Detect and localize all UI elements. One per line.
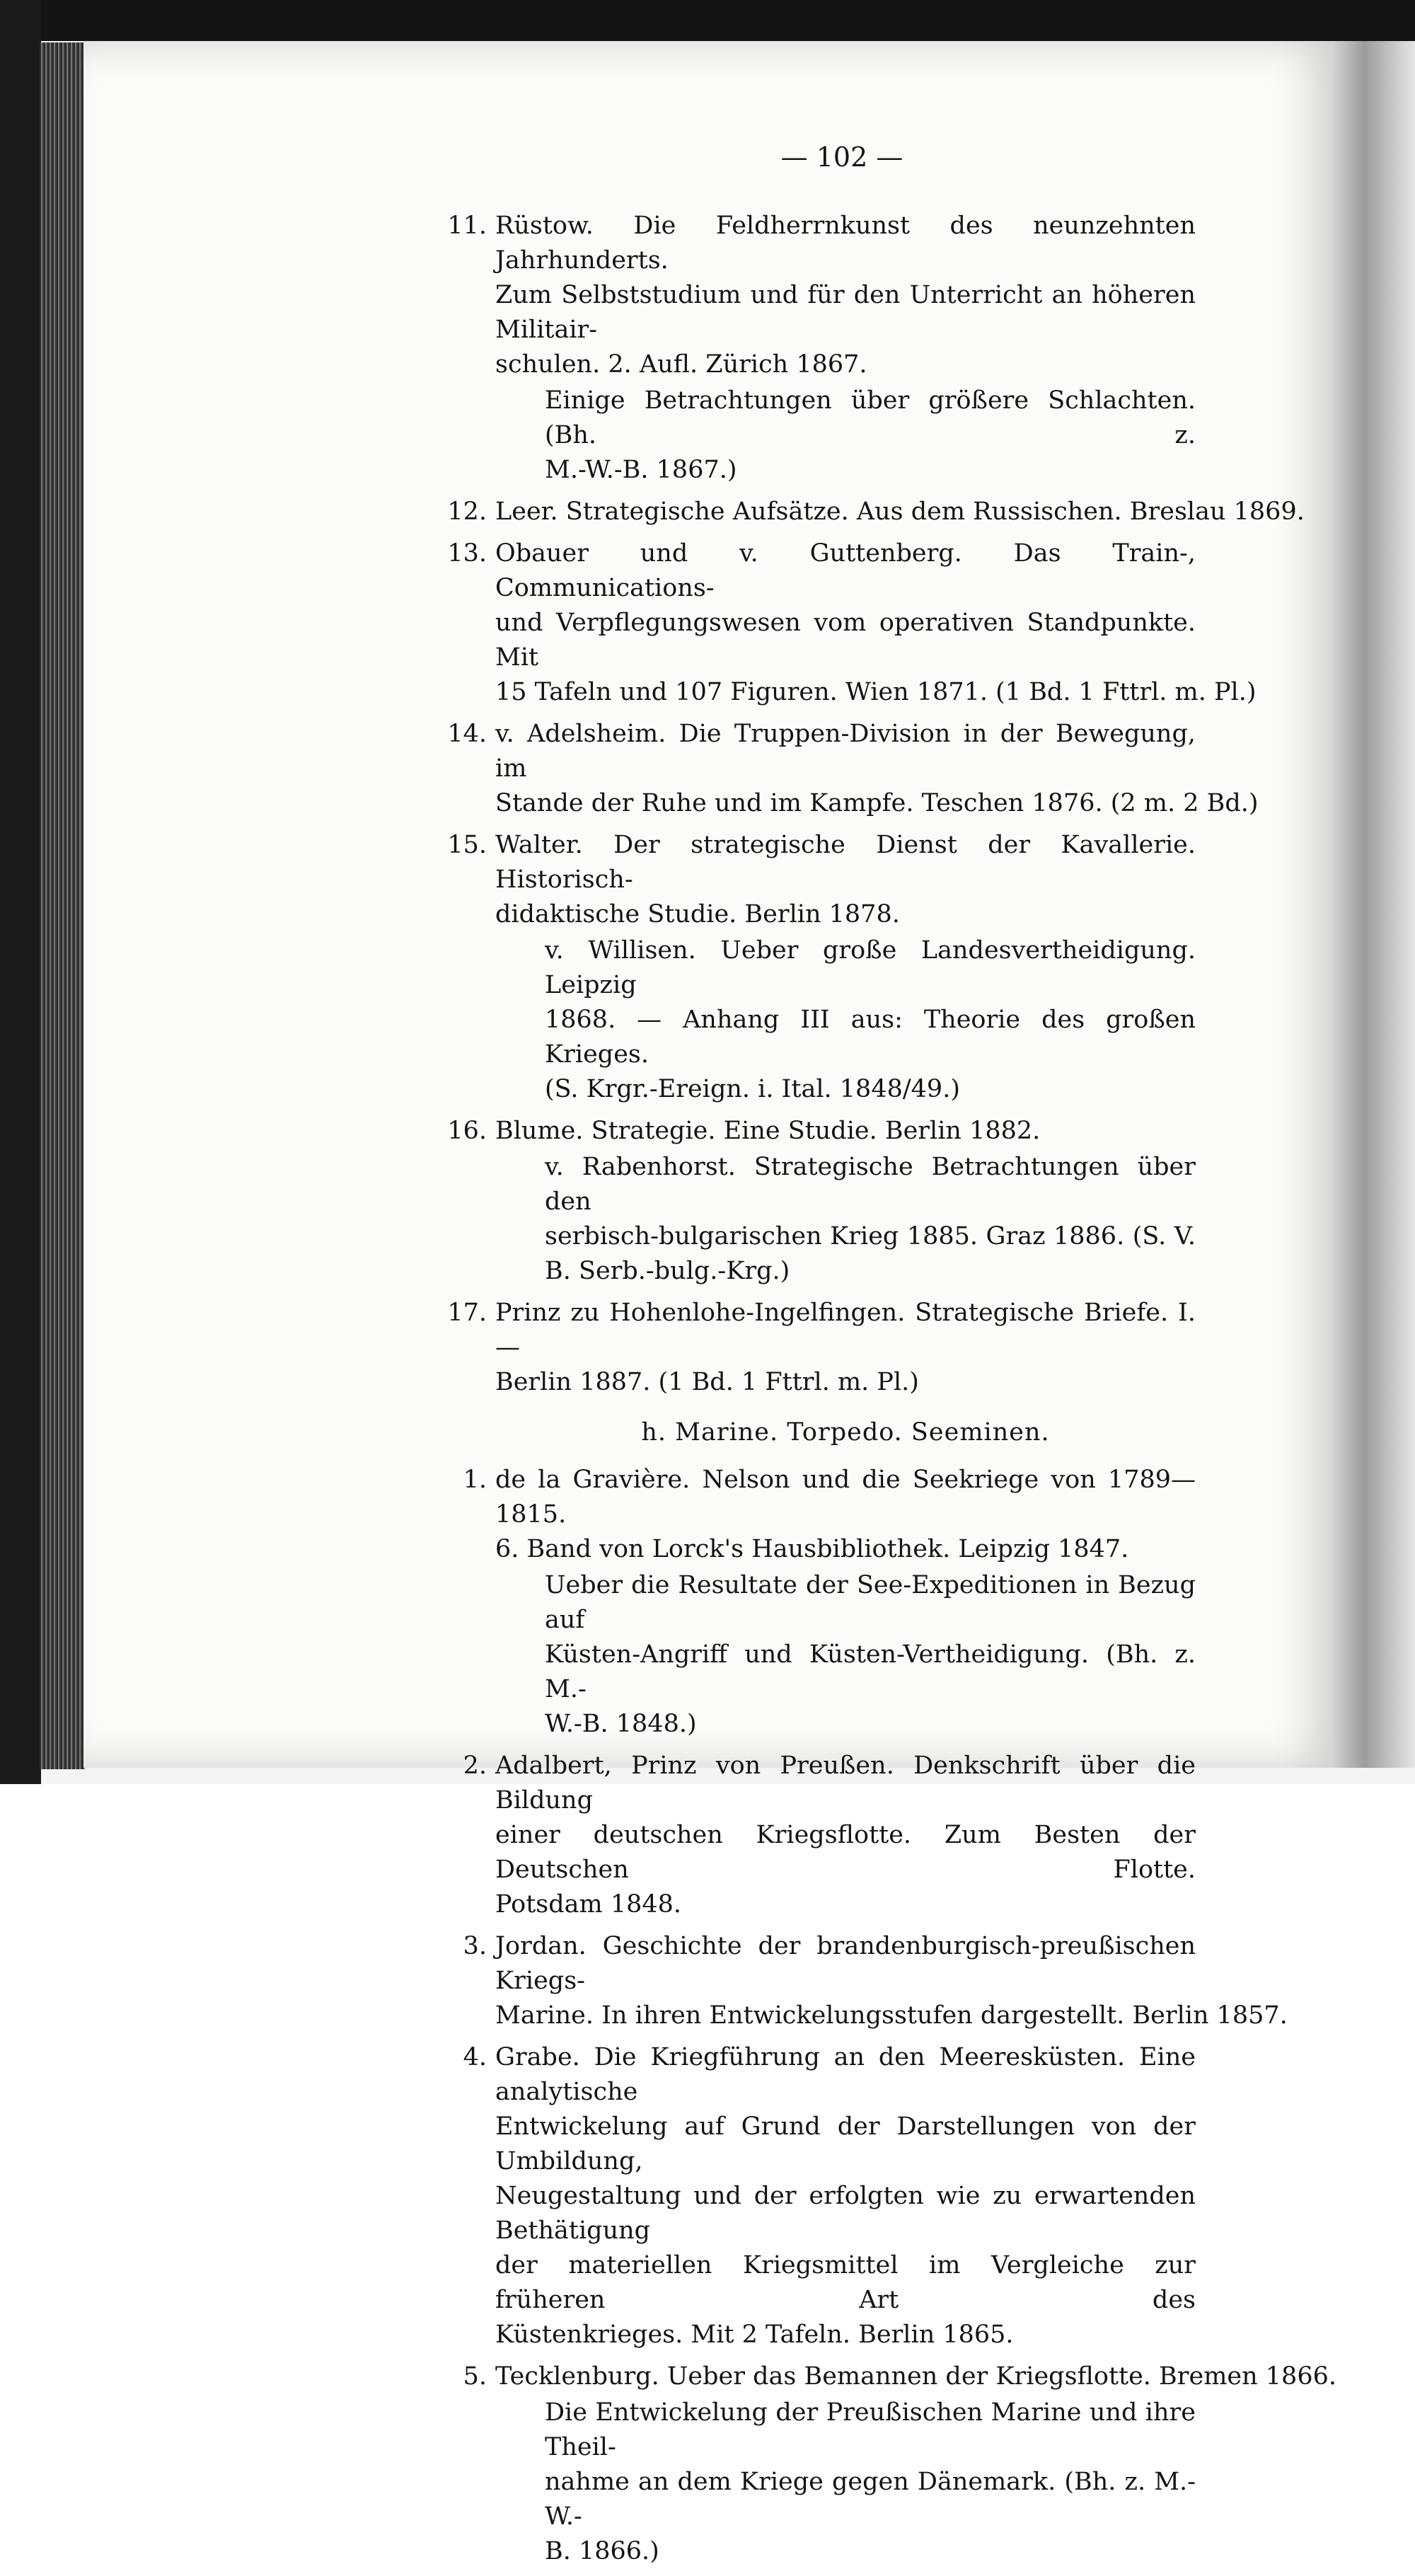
entry-text-line: Leer. Strategische Aufsätze. Aus dem Russischen. Breslau 1869.: [495, 498, 1305, 526]
entry-number: 4.: [463, 2043, 487, 2071]
entry-text-line: 15 Tafeln und 107 Figuren. Wien 1871. (1 Bd. 1 Fttrl. m. Pl.): [495, 678, 1257, 706]
entry-text-line: Blume. Strategie. Eine Studie. Berlin 1882.: [495, 1117, 1041, 1145]
entry-number: 16.: [447, 1117, 487, 1145]
entry-sub-reference: [495, 1150, 1196, 1289]
entry-sub-reference: [495, 384, 1196, 488]
bibliography-entry: [424, 2040, 1196, 2352]
entry-number: 15.: [447, 831, 487, 859]
sub-reference-line: serbisch-bulgarischen Krieg 1885. Graz 1886. (S. V.: [545, 1222, 1196, 1250]
entry-text-line: Jordan. Geschichte der brandenburgisch-preußischen Kriegs-: [495, 1932, 1196, 1995]
entry-text-line: Marine. In ihren Entwickelungsstufen dargestellt. Berlin 1857.: [495, 2001, 1288, 2030]
entry-number: 14.: [447, 720, 487, 748]
sub-reference-line: B. 1866.): [545, 2537, 659, 2565]
entry-text-line: 6. Band von Lorck's Hausbibliothek. Leipzig 1847.: [495, 1535, 1129, 1563]
book-cover-top: [0, 0, 1415, 41]
sub-reference-line: B. Serb.-bulg.-Krg.): [545, 1257, 790, 1285]
section-heading: h. Marine. Torpedo. Seeminen.: [641, 1418, 1050, 1447]
binding-gutter: [1330, 41, 1415, 1768]
entry-text-line: Berlin 1887. (1 Bd. 1 Fttrl. m. Pl.): [495, 1368, 919, 1396]
entry-text-line: schulen. 2. Aufl. Zürich 1867.: [495, 350, 867, 379]
entry-text-line: Potsdam 1848.: [495, 1890, 682, 1919]
entry-text-line: Zum Selbststudium und für den Unterricht an höheren Militair-: [495, 281, 1196, 344]
entry-text-line: Entwickelung auf Grund der Darstellungen von der Umbildung,: [495, 2112, 1196, 2175]
sub-reference-line: W.-B. 1848.): [545, 1710, 697, 1738]
bibliography-entry: [424, 495, 1305, 529]
page-stack-edge: [40, 42, 85, 1769]
entry-text-line: didaktische Studie. Berlin 1878.: [495, 900, 900, 928]
entry-text-line: v. Adelsheim. Die Truppen-Division in der Bewegung, im: [495, 720, 1196, 783]
entry-text-line: Neugestaltung und der erfolgten wie zu erwartenden Bethätigung: [495, 2182, 1196, 2245]
page-number: — 102 —: [780, 142, 903, 173]
sub-reference-line: Einige Betrachtungen über größere Schlachten. (Bh. z.: [545, 386, 1196, 449]
sub-reference-line: v. Rabenhorst. Strategische Betrachtungen über den: [545, 1153, 1196, 1216]
entry-text-line: Tecklenburg. Ueber das Bemannen der Kriegsflotte. Bremen 1866.: [495, 2362, 1336, 2391]
entry-number: 1.: [463, 1466, 487, 1494]
sub-reference-line: M.-W.-B. 1867.): [545, 456, 737, 484]
sub-reference-line: v. Willisen. Ueber große Landesvertheidigung. Leipzig: [545, 936, 1196, 999]
sub-reference-line: Küsten-Angriff und Küsten-Vertheidigung. (Bh. z. M.-: [545, 1640, 1196, 1703]
bibliography-content: [424, 209, 1336, 2576]
entry-text-line: Stande der Ruhe und im Kampfe. Teschen 1876. (2 m. 2 Bd.): [495, 789, 1259, 817]
entry-text-line: und Verpflegungswesen vom operativen Standpunkte. Mit: [495, 609, 1196, 672]
entry-sub-reference: [495, 2396, 1196, 2569]
entry-number: 12.: [447, 498, 487, 526]
entry-number: 13.: [447, 539, 487, 568]
sub-reference-line: 1868. — Anhang III aus: Theorie des großen Krieges.: [545, 1006, 1196, 1069]
entry-text-line: einer deutschen Kriegsflotte. Zum Besten der Deutschen Flotte.: [495, 1821, 1196, 1884]
entry-text-line: der materiellen Kriegsmittel im Vergleiche zur früheren Art des: [495, 2251, 1196, 2314]
entry-sub-reference: [495, 1568, 1196, 1742]
bibliography-entry: [424, 1296, 1196, 1400]
bibliography-entry: [424, 1749, 1196, 1922]
bibliography-entry: [424, 2359, 1336, 2569]
bibliography-list-marine: [424, 1463, 1336, 2569]
entry-text-line: de la Gravière. Nelson und die Seekriege von 1789—1815.: [495, 1466, 1196, 1529]
sub-reference-line: nahme an dem Kriege gegen Dänemark. (Bh. z. M.-W.-: [545, 2468, 1196, 2531]
entry-number: 3.: [463, 1932, 487, 1960]
bibliography-entry: [424, 536, 1257, 710]
sub-reference-line: Ueber die Resultate der See-Expeditionen in Bezug auf: [545, 1571, 1196, 1634]
entry-number: 11.: [447, 212, 487, 240]
sub-reference-line: Die Entwickelung der Preußischen Marine und ihre Theil-: [545, 2398, 1196, 2461]
entry-text-line: Obauer und v. Guttenberg. Das Train-, Communications-: [495, 539, 1196, 602]
entry-number: 5.: [463, 2362, 487, 2391]
entry-text-line: Küstenkrieges. Mit 2 Tafeln. Berlin 1865.: [495, 2321, 1014, 2349]
bibliography-entry: [424, 717, 1259, 821]
bibliography-entry: [424, 1929, 1288, 2033]
entry-number: 2.: [463, 1752, 487, 1780]
entry-text-line: Grabe. Die Kriegführung an den Meeresküsten. Eine analytische: [495, 2043, 1196, 2106]
entry-text-line: Walter. Der strategische Dienst der Kavallerie. Historisch-: [495, 831, 1196, 894]
entry-sub-reference: [495, 933, 1196, 1107]
entry-text-line: Rüstow. Die Feldherrnkunst des neunzehnten Jahrhunderts.: [495, 212, 1196, 275]
sub-reference-line: (S. Krgr.-Ereign. i. Ital. 1848/49.): [545, 1075, 960, 1103]
entry-text-line: Adalbert, Prinz von Preußen. Denkschrift über die Bildung: [495, 1752, 1196, 1815]
book-cover-left: [0, 0, 41, 1784]
bibliography-list-strategy: [424, 209, 1305, 1400]
bibliography-entry: [424, 828, 1196, 1107]
entry-text-line: Prinz zu Hohenlohe-Ingelfingen. Strategische Briefe. I. —: [495, 1299, 1196, 1362]
bibliography-entry: [424, 209, 1196, 488]
bibliography-entry: [424, 1463, 1196, 1742]
bibliography-entry: [424, 1114, 1196, 1289]
entry-number: 17.: [447, 1299, 487, 1327]
